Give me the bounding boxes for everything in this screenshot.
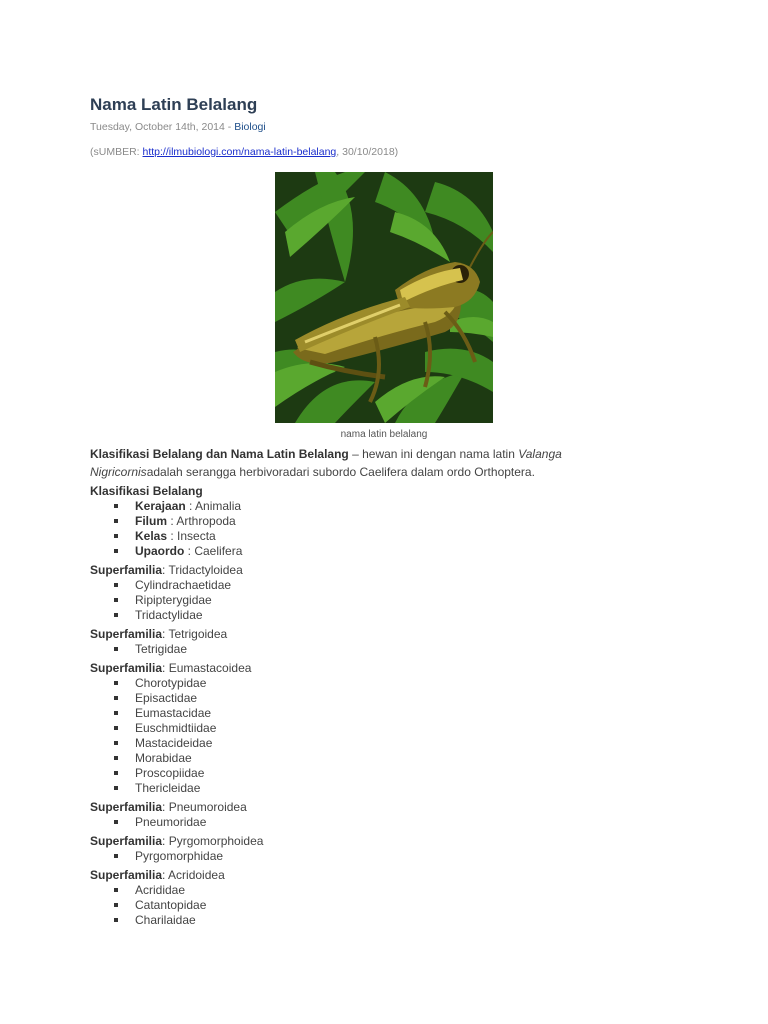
intro-text-2: adalah serangga herbivoradari subordo Caelifera dalam ordo Orthoptera.: [146, 465, 535, 479]
superfamily-label: Superfamilia: [90, 834, 163, 848]
list-item: [90, 913, 650, 928]
square-bullet-icon: [114, 711, 118, 715]
family-name: Ripipterygidae: [135, 593, 212, 607]
page-title: Nama Latin Belalang: [90, 95, 258, 114]
superfamily-label: Superfamilia: [90, 800, 163, 814]
square-bullet-icon: [114, 681, 118, 685]
family-name: Chorotypidae: [135, 676, 207, 690]
square-bullet-icon: [114, 504, 118, 508]
list-item: [90, 529, 650, 544]
intro-bold: Klasifikasi Belalang dan Nama Latin Belalang: [90, 447, 349, 461]
family-name: Tetrigidae: [135, 642, 188, 656]
family-name: Cylindrachaetidae: [135, 578, 232, 592]
klasifikasi-heading-text: Klasifikasi Belalang: [90, 484, 203, 498]
superfamily-name: : Pneumoroidea: [162, 800, 247, 814]
family-list: [90, 883, 650, 928]
superfamily-heading: [90, 834, 650, 849]
square-bullet-icon: [114, 598, 118, 602]
family-name: Tridactylidae: [135, 608, 203, 622]
list-item: [90, 578, 650, 593]
family-name: Morabidae: [135, 751, 192, 765]
family-list: [90, 849, 650, 864]
list-item: [90, 608, 650, 623]
superfamily-heading: [90, 800, 650, 815]
square-bullet-icon: [114, 771, 118, 775]
family-list: [90, 578, 650, 623]
family-name: Thericleidae: [135, 781, 201, 795]
square-bullet-icon: [114, 647, 118, 651]
family-name: Eumastacidae: [135, 706, 212, 720]
family-name: Episactidae: [135, 691, 198, 705]
list-item: [90, 593, 650, 608]
grasshopper-image: [275, 172, 493, 423]
superfamily-label: Superfamilia: [90, 627, 163, 641]
family-name: Euschmidtiidae: [135, 721, 217, 735]
klasifikasi-list: [90, 499, 650, 559]
rank-value: : Arthropoda: [167, 514, 236, 528]
family-name: Mastacideidae: [135, 736, 213, 750]
family-name: Charilaidae: [135, 913, 196, 927]
list-item: [90, 676, 650, 691]
superfamily-label: Superfamilia: [90, 661, 163, 675]
list-item: [90, 849, 650, 864]
square-bullet-icon: [114, 903, 118, 907]
post-meta: [90, 121, 266, 133]
family-name: Pyrgomorphidae: [135, 849, 224, 863]
superfamily-heading: [90, 627, 650, 642]
rank-label: Filum: [135, 514, 167, 528]
superfamily-heading: [90, 563, 650, 578]
list-item: [90, 642, 650, 657]
source-suffix: , 30/10/2018): [336, 146, 399, 158]
source-link[interactable]: http://ilmubiologi.com/nama-latin-belalang: [142, 146, 337, 158]
square-bullet-icon: [114, 583, 118, 587]
square-bullet-icon: [114, 820, 118, 824]
superfamily-label: Superfamilia: [90, 563, 163, 577]
list-item: [90, 499, 650, 514]
list-item: [90, 883, 650, 898]
classification-content: [90, 484, 650, 932]
square-bullet-icon: [114, 726, 118, 730]
rank-label: Upaordo: [135, 544, 185, 558]
square-bullet-icon: [114, 549, 118, 553]
square-bullet-icon: [114, 786, 118, 790]
post-date: Tuesday, October 14th, 2014: [90, 121, 225, 133]
family-list: [90, 642, 650, 657]
superfamily-heading: [90, 661, 650, 676]
superfamily-name: : Tridactyloidea: [162, 563, 243, 577]
family-name: Catantopidae: [135, 898, 207, 912]
superfamily-heading: [90, 868, 650, 883]
family-list: [90, 676, 650, 796]
family-list: [90, 815, 650, 830]
list-item: [90, 736, 650, 751]
list-item: [90, 691, 650, 706]
family-name: Pneumoridae: [135, 815, 207, 829]
klasifikasi-heading: [90, 484, 650, 499]
rank-label: Kerajaan: [135, 499, 186, 513]
superfamily-sections: [90, 563, 650, 928]
square-bullet-icon: [114, 519, 118, 523]
superfamily-name: : Tetrigoidea: [162, 627, 228, 641]
list-item: [90, 544, 650, 559]
square-bullet-icon: [114, 756, 118, 760]
rank-value: : Insecta: [167, 529, 216, 543]
category-link[interactable]: Biologi: [234, 121, 266, 133]
list-item: [90, 751, 650, 766]
superfamily-name: : Acridoidea: [162, 868, 225, 882]
superfamily-label: Superfamilia: [90, 868, 163, 882]
intro-paragraph: [90, 445, 610, 481]
rank-value: : Caelifera: [184, 544, 243, 558]
grasshopper-photo: [275, 172, 493, 423]
square-bullet-icon: [114, 741, 118, 745]
list-item: [90, 721, 650, 736]
intro-text-1: – hewan ini dengan nama latin: [348, 447, 519, 461]
family-name: Acrididae: [135, 883, 186, 897]
list-item: [90, 898, 650, 913]
family-name: Proscopiidae: [135, 766, 205, 780]
image-caption: nama latin belalang: [340, 429, 428, 440]
rank-label: Kelas: [135, 529, 168, 543]
list-item: [90, 781, 650, 796]
source-line: [90, 146, 398, 158]
list-item: [90, 514, 650, 529]
list-item: [90, 766, 650, 781]
superfamily-name: : Eumastacoidea: [162, 661, 252, 675]
square-bullet-icon: [114, 534, 118, 538]
superfamily-name: : Pyrgomorphoidea: [162, 834, 264, 848]
square-bullet-icon: [114, 613, 118, 617]
source-prefix: (sUMBER:: [90, 146, 143, 158]
square-bullet-icon: [114, 918, 118, 922]
square-bullet-icon: [114, 888, 118, 892]
intro-latin-name: Valanga Nigricornis: [90, 447, 562, 479]
rank-value: : Animalia: [185, 499, 242, 513]
meta-separator: -: [224, 121, 235, 133]
square-bullet-icon: [114, 696, 118, 700]
list-item: [90, 815, 650, 830]
list-item: [90, 706, 650, 721]
square-bullet-icon: [114, 854, 118, 858]
